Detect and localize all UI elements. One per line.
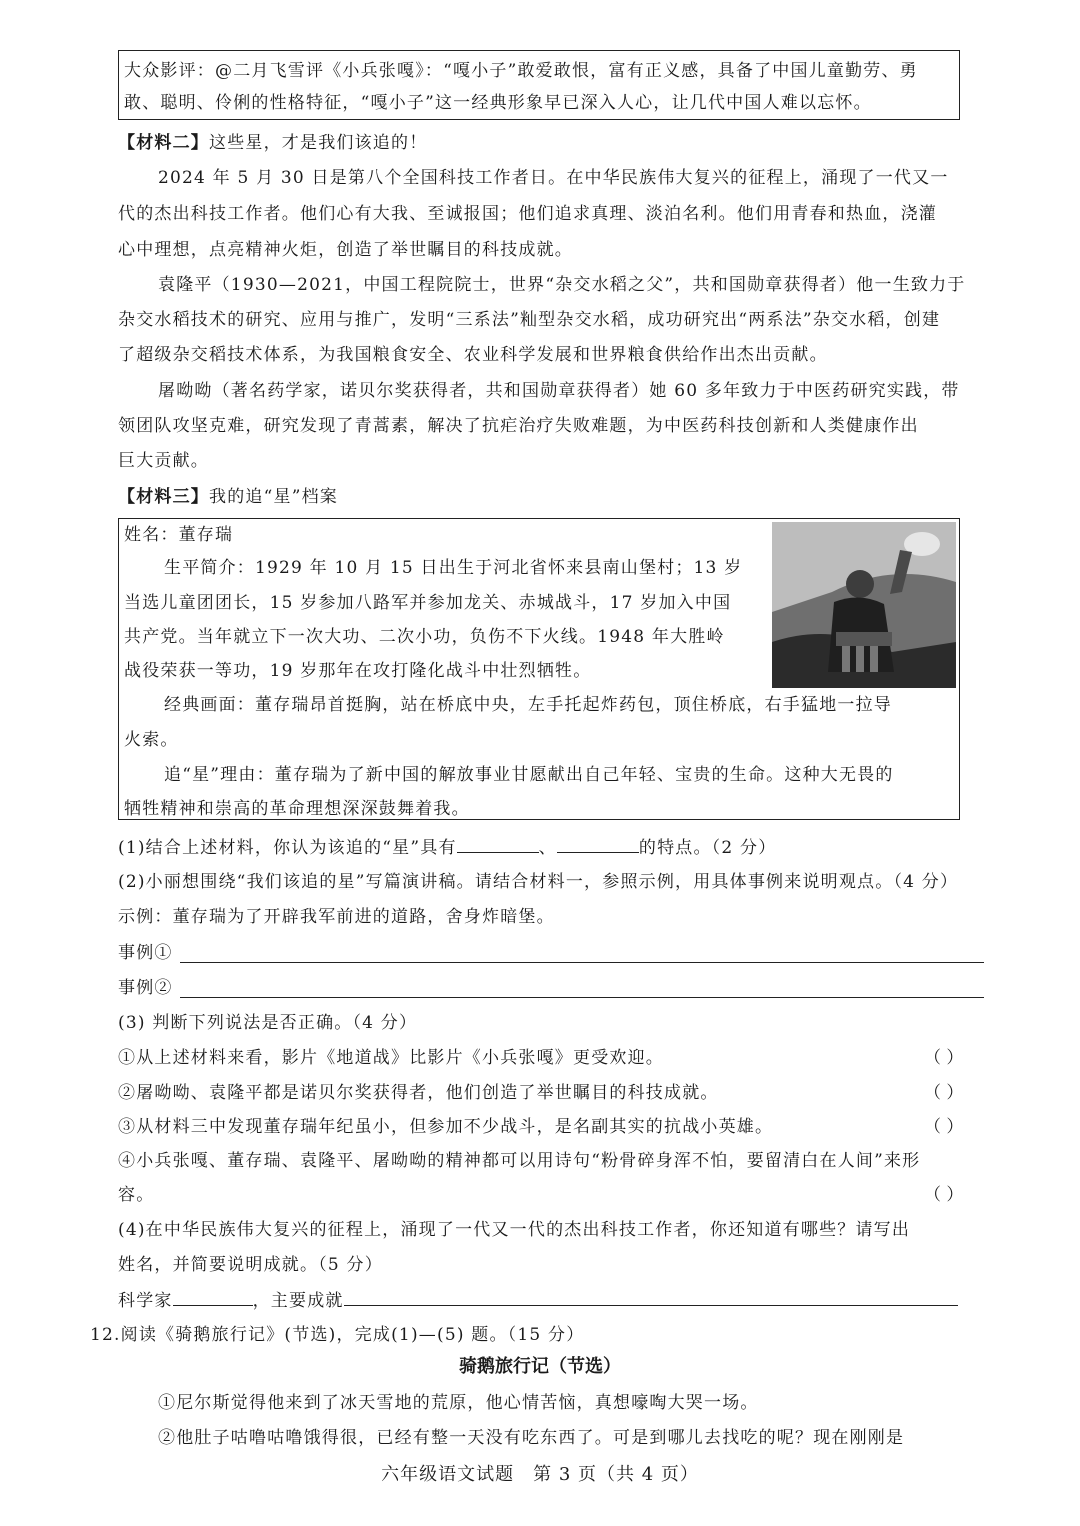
question-2: (2)小丽想围绕“我们该追的星”写篇演讲稿。请结合材料一，参照示例，用具体事例来说明观点。（4 分） [118, 872, 959, 892]
statement-2: ②屠呦呦、袁隆平都是诺贝尔奖获得者，他们创造了举世瞩目的科技成就。 [118, 1083, 719, 1103]
review-line-2: 敢、聪明、伶俐的性格特征，“嘎小子”这一经典形象早已深入人心，让几代中国人难以忘怀。 [124, 93, 872, 113]
soldier-illustration-icon [772, 522, 956, 688]
archive-bio-line-4: 战役荣获一等功，19 岁那年在攻打隆化战斗中壮烈牺牲。 [124, 661, 592, 681]
statement-3-answer-paren[interactable]: （ ） [924, 1117, 964, 1137]
archive-bio-line-1: 生平简介：1929 年 10 月 15 日出生于河北省怀来县南山堡村；13 岁 [164, 558, 743, 578]
archive-bio-line-2: 当选儿童团团长，15 岁参加八路军并参加龙关、赤城战斗，17 岁加入中国 [124, 593, 732, 613]
question-1-text: (1)结合上述材料，你认为该追的“星”具有 [118, 838, 457, 858]
achievement-blank[interactable] [344, 1287, 958, 1306]
question-3: (3) 判断下列说法是否正确。（4 分） [118, 1013, 418, 1033]
dong-cunrui-photo [772, 522, 956, 688]
material-2-para-2-line-3: 了超级杂交稻技术体系，为我国粮食安全、农业科学发展和世界粮食供给作出杰出贡献。 [118, 345, 828, 365]
material-3-title: 我的追“星”档案 [209, 487, 338, 507]
question-4-line-2: 姓名，并简要说明成就。（5 分） [118, 1255, 383, 1275]
question-1 [118, 834, 776, 861]
material-2-para-1-line-1: 2024 年 5 月 30 日是第八个全国科技工作者日。在中华民族伟大复兴的征程上，涌现了一代又一 [158, 168, 949, 188]
question-1-separator: 、 [538, 838, 557, 858]
statement-4-line-1: ④小兵张嘎、董存瑞、袁隆平、屠呦呦的精神都可以用诗句“粉骨碎身浑不怕，要留清白在人间”来形 [118, 1151, 921, 1171]
question-1-score: 的特点。（2 分） [638, 838, 777, 858]
archive-reason-line-2: 牺牲精神和崇高的革命理想深深鼓舞着我。 [124, 799, 470, 819]
material-3-label: 【材料三】 [118, 487, 209, 507]
statement-1: ①从上述材料来看，影片《地道战》比影片《小兵张嘎》更受欢迎。 [118, 1048, 664, 1068]
scientist-name-blank[interactable] [173, 1287, 253, 1306]
achievement-label: ，主要成就 [252, 1291, 344, 1311]
statement-4-answer-paren[interactable]: （ ） [924, 1185, 964, 1205]
material-2-para-2-line-1: 袁隆平（1930—2021，中国工程院院士，世界“杂交水稻之父”，共和国勋章获得者）他一生致力于 [158, 275, 966, 295]
material-2-heading [118, 130, 427, 156]
question-4-answer [118, 1287, 958, 1314]
statement-4-line-2: 容。 [118, 1185, 155, 1205]
statement-2-answer-paren[interactable]: （ ） [924, 1083, 964, 1103]
material-2-title: 这些星，才是我们该追的！ [209, 133, 428, 153]
archive-reason-line-1: 追“星”理由：董存瑞为了新中国的解放事业甘愿献出自己年轻、宝贵的生命。这种大无畏的 [164, 765, 894, 785]
material-2-para-3-line-2: 领团队攻坚克难，研究发现了青蒿素，解决了抗疟治疗失败难题，为中医药科技创新和人类健康作出 [118, 416, 919, 436]
archive-scene-line-1: 经典画面：董存瑞昂首挺胸，站在桥底中央，左手托起炸药包，顶住桥底，右手猛地一拉导 [164, 695, 892, 715]
archive-bio-line-3: 共产党。当年就立下一次大功、二次小功，负伤不下火线。1948 年大胜岭 [124, 627, 725, 647]
question-4-line-1: (4)在中华民族伟大复兴的征程上，涌现了一代又一代的杰出科技工作者，你还知道有哪些？请写出 [118, 1220, 911, 1240]
passage-para-2: ②他肚子咕噜咕噜饿得很，已经有整一天没有吃东西了。可是到哪儿去找吃的呢？现在刚刚是 [158, 1428, 905, 1448]
example-2-label: 事例② [118, 978, 173, 998]
page-footer: 六年级语文试题 第 3 页（共 4 页） [381, 1464, 699, 1485]
passage-title: 骑鹅旅行记（节选） [459, 1356, 621, 1377]
review-line-1: 大众影评：@二月飞雪评《小兵张嘎》：“嘎小子”敢爱敢恨，富有正义感，具备了中国儿童勤劳、勇 [124, 61, 918, 81]
passage-para-1: ①尼尔斯觉得他来到了冰天雪地的荒原，他心情苦恼，真想嚎啕大哭一场。 [158, 1393, 759, 1413]
archive-scene-line-2: 火索。 [124, 730, 179, 750]
archive-name: 姓名：董存瑞 [124, 525, 234, 545]
answer-blank-2[interactable] [557, 834, 639, 853]
question-2-example: 示例：董存瑞为了开辟我军前进的道路，舍身炸暗堡。 [118, 907, 555, 927]
example-1-label: 事例① [118, 943, 173, 963]
material-2-label: 【材料二】 [118, 133, 209, 153]
statement-3: ③从材料三中发现董存瑞年纪虽小，但参加不少战斗，是名副其实的抗战小英雄。 [118, 1117, 774, 1137]
scientist-label: 科学家 [118, 1291, 173, 1311]
example-2-answer-line[interactable] [180, 997, 984, 998]
example-1-answer-line[interactable] [180, 962, 984, 963]
answer-blank-1[interactable] [457, 834, 539, 853]
material-2-para-1-line-2: 代的杰出科技工作者。他们心有大我、至诚报国；他们追求真理、淡泊名利。他们用青春和热血，浇灌 [118, 204, 937, 224]
material-2-para-3-line-3: 巨大贡献。 [118, 451, 209, 471]
material-2-para-2-line-2: 杂交水稻技术的研究、应用与推广，发明“三系法”籼型杂交水稻，成功研究出“两系法”杂交水稻，创建 [118, 310, 941, 330]
question-12: 12.阅读《骑鹅旅行记》(节选)，完成(1)—(5) 题。（15 分） [90, 1325, 585, 1345]
material-2-para-1-line-3: 心中理想，点亮精神火炬，创造了举世瞩目的科技成就。 [118, 240, 573, 260]
material-3-heading [118, 484, 338, 510]
material-2-para-3-line-1: 屠呦呦（著名药学家，诺贝尔奖获得者，共和国勋章获得者）她 60 多年致力于中医药研究实践，带 [158, 381, 960, 401]
statement-1-answer-paren[interactable]: （ ） [924, 1048, 964, 1068]
